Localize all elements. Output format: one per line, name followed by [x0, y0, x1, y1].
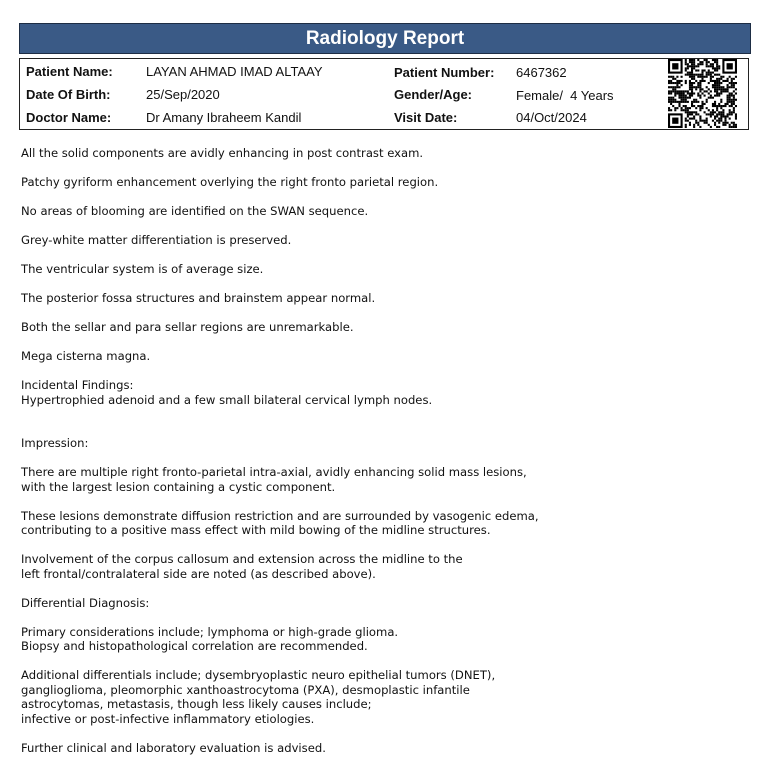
- report-paragraph: No areas of blooming are identified on the SWAN sequence.: [21, 204, 369, 218]
- dob: 25/Sep/2020: [146, 87, 220, 102]
- visit-date: 04/Oct/2024: [516, 110, 587, 125]
- report-paragraph: There are multiple right fronto-parietal intra-axial, avidly enhancing solid mass lesions, with the largest lesion containing a cystic component.: [21, 465, 527, 494]
- report-paragraph: Grey-white matter differentiation is preserved.: [21, 233, 292, 247]
- report-title: Radiology Report: [19, 23, 751, 54]
- report-paragraph: Primary considerations include; lymphoma or high-grade glioma. Biopsy and histopathological correlation are recommended.: [21, 624, 399, 653]
- report-paragraph: Further clinical and laboratory evaluation is advised.: [21, 740, 326, 755]
- visit-date-label: Visit Date:: [394, 110, 458, 125]
- patient-name: LAYAN AHMAD IMAD ALTAAY: [146, 64, 323, 79]
- report-body: [21, 146, 761, 770]
- report-paragraph: Mega cisterna magna.: [21, 349, 151, 363]
- report-paragraph: All the solid components are avidly enhancing in post contrast exam.: [21, 146, 424, 160]
- dob-label: Date Of Birth:: [26, 87, 111, 102]
- qr-code-icon: [668, 59, 737, 128]
- gender-age-label: Gender/Age:: [394, 87, 473, 102]
- report-paragraph: Both the sellar and para sellar regions are unremarkable.: [21, 320, 354, 334]
- patient-info-box: [19, 58, 749, 130]
- report-paragraph: Differential Diagnosis:: [21, 595, 150, 610]
- report-paragraph: Patchy gyriform enhancement overlying the right fronto parietal region.: [21, 175, 439, 189]
- report-paragraph: The posterior fossa structures and brainstem appear normal.: [21, 291, 376, 305]
- report-paragraph: Incidental Findings: Hypertrophied adenoid and a few small bilateral cervical lymph nodes.: [21, 378, 433, 407]
- report-paragraph: Additional differentials include; dysembryoplastic neuro epithelial tumors (DNET), ganglioglioma, pleomorphic xanthoastrocytoma (PXA), desmoplastic infantile astrocytomas, metastasis, though less likely causes include; infective or post-infective inflammatory etiologies.: [21, 668, 496, 726]
- patient-name-label: Patient Name:: [26, 64, 113, 79]
- gender-age: Female/ 4 Years: [516, 88, 614, 103]
- report-paragraph: Impression:: [21, 436, 89, 450]
- doctor-label: Doctor Name:: [26, 110, 112, 125]
- report-paragraph: These lesions demonstrate diffusion restriction and are surrounded by vasogenic edema, contributing to a positive mass effect with mild bowing of the midline structures.: [21, 508, 539, 537]
- patient-number-label: Patient Number:: [394, 65, 495, 80]
- patient-number: 6467362: [516, 65, 567, 80]
- doctor-name: Dr Amany Ibraheem Kandil: [146, 110, 302, 125]
- report-paragraph: Involvement of the corpus callosum and extension across the midline to the left frontal/contralateral side are noted (as described above).: [21, 552, 463, 581]
- report-paragraph: The ventricular system is of average size.: [21, 262, 264, 276]
